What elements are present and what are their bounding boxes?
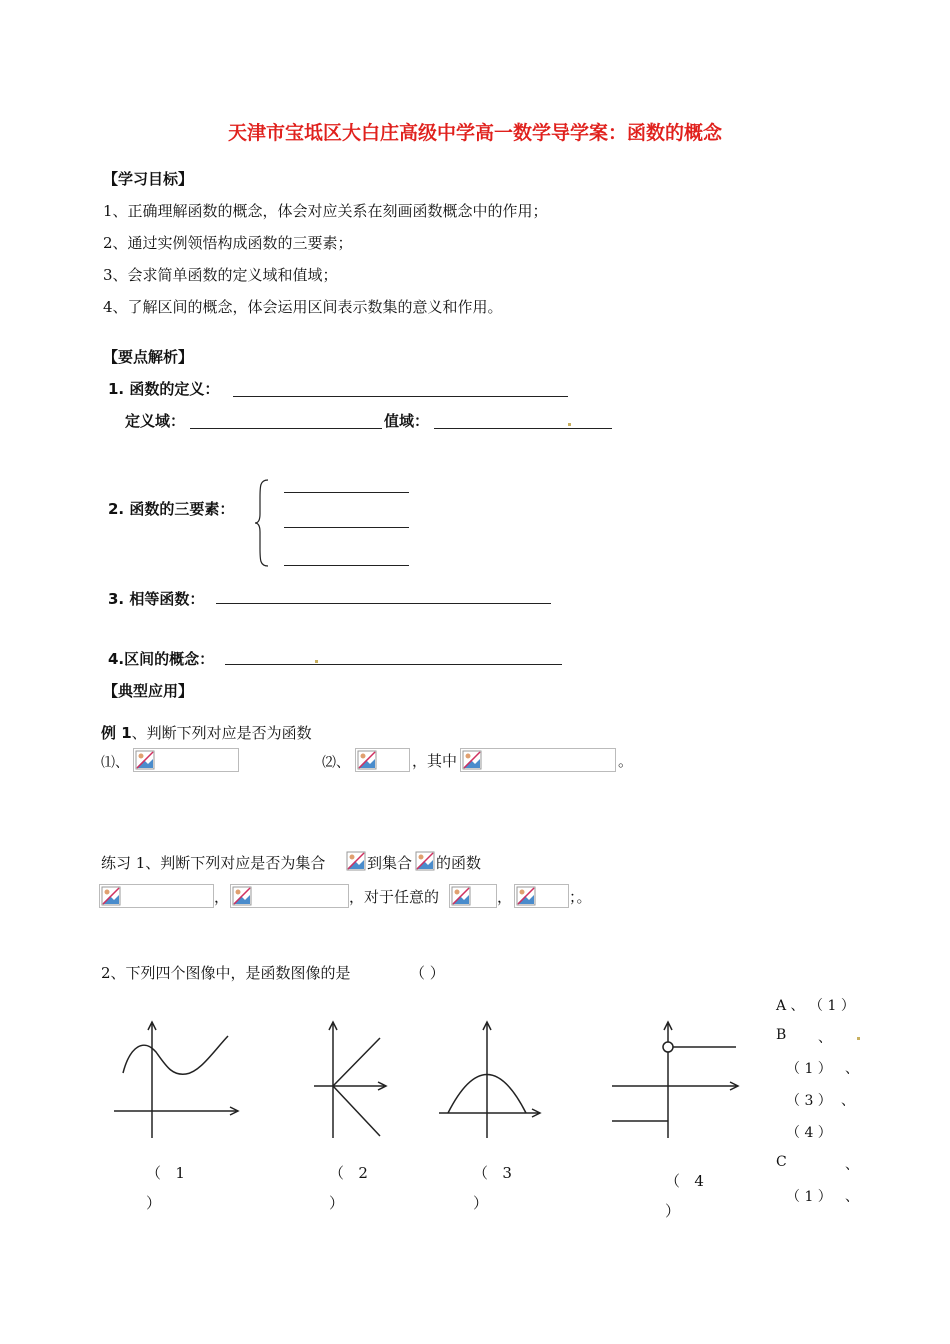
definition-label: 1. 函数的定义： <box>108 380 220 398</box>
definition-blank[interactable] <box>233 396 568 397</box>
graph-label-3-close: ） <box>473 1194 489 1212</box>
speck <box>568 423 571 426</box>
broken-image-icon <box>346 851 366 871</box>
formula-image <box>230 884 349 908</box>
example1 <box>101 722 312 743</box>
option-b-letter: B <box>776 1027 787 1043</box>
example1-text: 、判断下列对应是否为函数 <box>131 724 312 742</box>
graph-label-3: （ 3 <box>473 1164 512 1182</box>
broken-image-icon <box>451 886 471 906</box>
formula-image <box>449 884 497 908</box>
ray-down <box>333 1086 380 1136</box>
option-b-sep: 、 <box>818 1030 832 1046</box>
option-b-4: （ 4 ） <box>786 1125 832 1141</box>
broken-image-icon <box>516 886 536 906</box>
open-circle <box>663 1042 673 1052</box>
graph-2 <box>310 1018 390 1143</box>
practice1-text-b: 到集合 <box>367 854 413 872</box>
answer-paren: （ ） <box>410 964 445 982</box>
page-title: 天津市宝坻区大白庄高级中学高一数学导学案：函数的概念 <box>227 122 722 144</box>
option-b-sep: 、 <box>845 1061 859 1077</box>
graph-3 <box>436 1018 546 1143</box>
speck <box>857 1037 860 1040</box>
graph-label-2-close: ） <box>329 1194 345 1212</box>
practice1-text-a: 练习 1、判断下列对应是否为集合 <box>101 854 326 872</box>
ex1-part1-label: ⑴、 <box>101 755 129 771</box>
graph-label-4: （ 4 <box>665 1172 704 1190</box>
graph-label-2: （ 2 <box>329 1164 368 1182</box>
question2-text: 2、下列四个图像中，是函数图像的是 <box>101 964 351 982</box>
broken-image-icon <box>135 750 155 770</box>
option-c-1: （ 1 ） <box>786 1189 832 1205</box>
comma: ， <box>497 888 513 906</box>
goal-item: 4、了解区间的概念，体会运用区间表示数集的意义和作用。 <box>103 298 503 316</box>
speck <box>315 660 318 663</box>
domain-label: 定义域： <box>125 412 186 430</box>
equal-function-label: 3. 相等函数： <box>108 590 205 608</box>
graph-label-1-close: ） <box>146 1194 162 1212</box>
goals-heading: 【学习目标】 <box>103 170 194 188</box>
formula-image <box>460 748 616 772</box>
formula-image <box>514 884 569 908</box>
broken-image-icon <box>462 750 482 770</box>
practice1-text-c: 的函数 <box>436 854 482 872</box>
option-b-sep: 、 <box>841 1093 855 1109</box>
application-heading: 【典型应用】 <box>103 682 194 700</box>
broken-image-icon <box>415 851 435 871</box>
element-blank[interactable] <box>284 492 409 493</box>
ray-up <box>333 1038 380 1086</box>
broken-image-icon <box>101 886 121 906</box>
option-c-letter: C <box>776 1154 787 1170</box>
interval-blank[interactable] <box>225 664 562 665</box>
option-a: A 、 （ 1 ） <box>776 998 855 1014</box>
graph-4 <box>608 1018 743 1143</box>
option-c-sep: 、 <box>845 1157 859 1173</box>
goal-item: 3、会求简单函数的定义域和值域； <box>103 266 338 284</box>
formula-image <box>133 748 239 772</box>
option-b-1: （ 1 ） <box>786 1061 832 1077</box>
interval-label: 4.区间的概念： <box>108 650 215 668</box>
broken-image-icon <box>357 750 377 770</box>
ex1-part2-label: ⑵、 <box>322 755 350 771</box>
range-label: 值域： <box>384 412 430 430</box>
practice1-end: ；。 <box>569 888 592 906</box>
brace-icon <box>254 478 274 568</box>
ex1-where: ，其中 <box>412 752 458 770</box>
formula-image <box>99 884 214 908</box>
graph-label-4-close: ） <box>665 1202 681 1220</box>
option-b-3: （ 3 ） <box>786 1093 832 1109</box>
goal-item: 2、通过实例领悟构成函数的三要素； <box>103 234 353 252</box>
three-elements-label: 2. 函数的三要素： <box>108 500 235 518</box>
practice1-any: ，对于任意的 <box>349 888 440 906</box>
analysis-heading: 【要点解析】 <box>103 348 194 366</box>
graph-1 <box>108 1018 243 1143</box>
domain-blank[interactable] <box>190 428 382 429</box>
element-blank[interactable] <box>284 565 409 566</box>
formula-image <box>345 850 365 872</box>
curve <box>123 1036 228 1074</box>
comma: ， <box>214 888 230 906</box>
broken-image-icon <box>232 886 252 906</box>
graph-label-1: （ 1 <box>146 1164 185 1182</box>
goal-item: 1、正确理解函数的概念，体会对应关系在刻画函数概念中的作用； <box>103 202 548 220</box>
equal-function-blank[interactable] <box>216 603 551 604</box>
ex1-end: 。 <box>618 752 634 770</box>
formula-image <box>355 748 410 772</box>
formula-image <box>414 850 434 872</box>
element-blank[interactable] <box>284 527 409 528</box>
option-c-sep: 、 <box>845 1189 859 1205</box>
example1-label: 例 1 <box>101 724 132 742</box>
range-blank[interactable] <box>434 428 612 429</box>
